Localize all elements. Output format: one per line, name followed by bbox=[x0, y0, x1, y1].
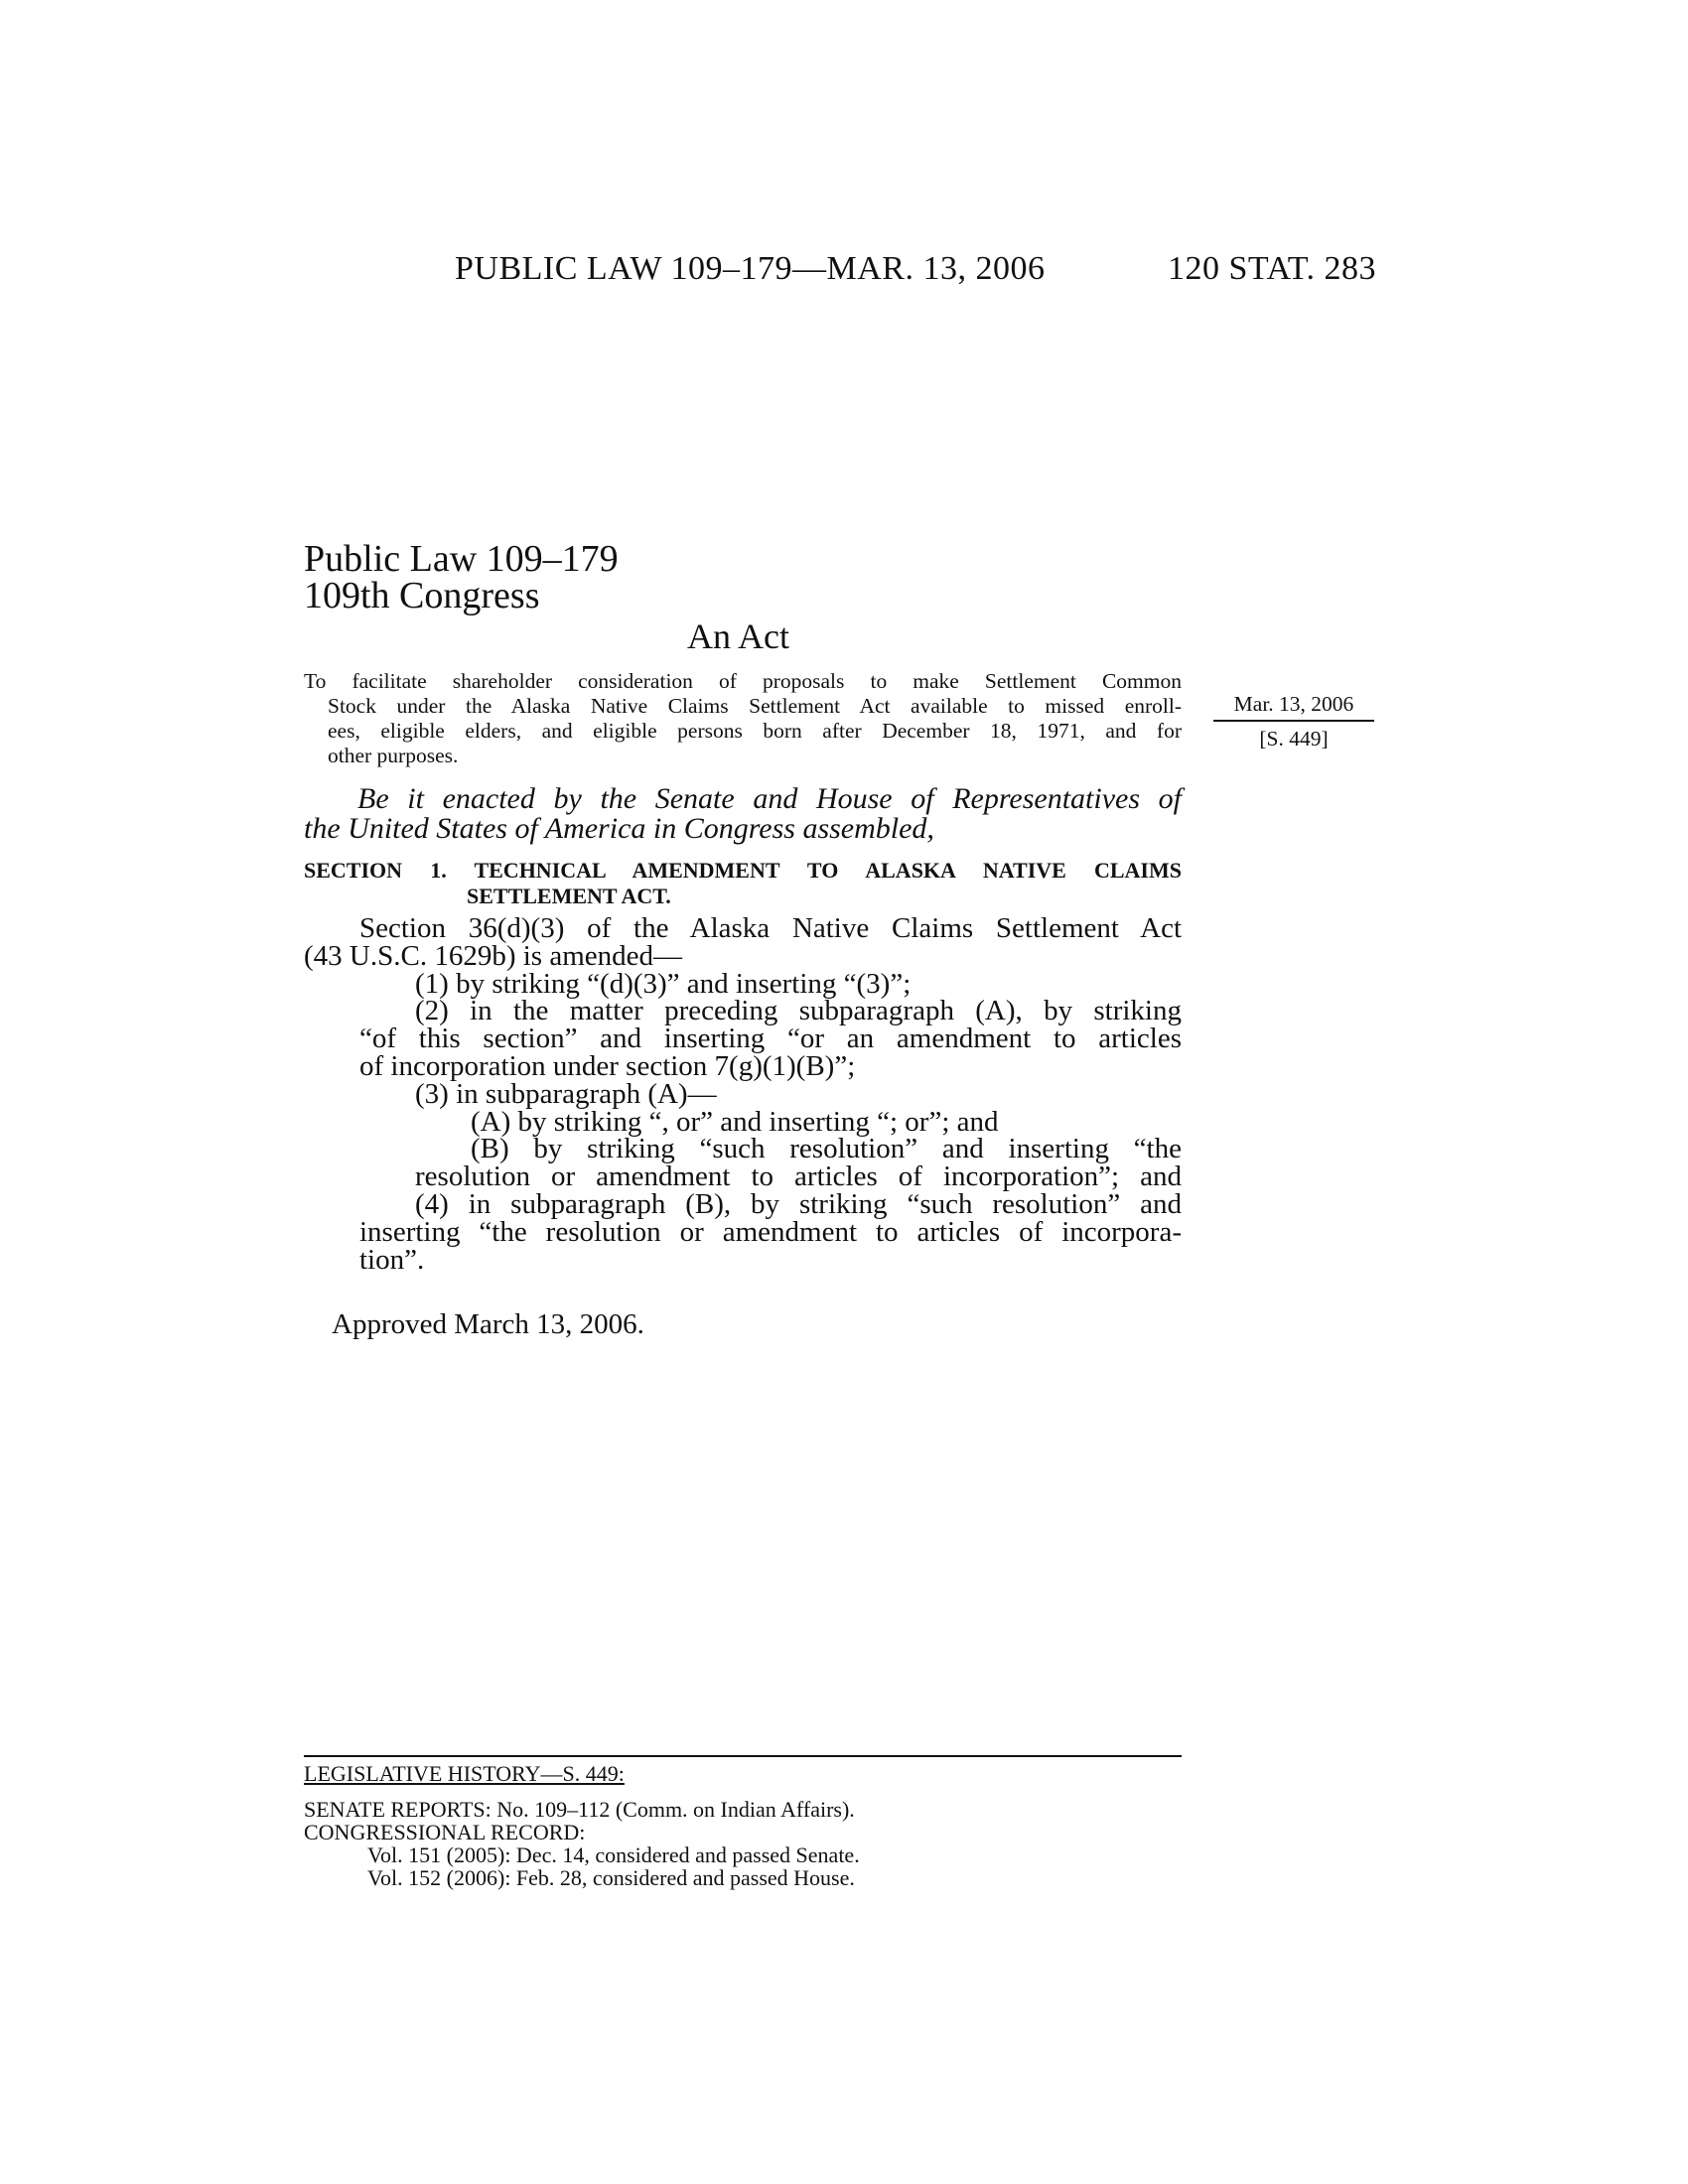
public-law-number: Public Law 109–179 bbox=[304, 538, 619, 580]
approval-date: Approved March 13, 2006. bbox=[332, 1308, 644, 1340]
section-text-line: (4) in subparagraph (B), by striking “such resolution” and bbox=[415, 1187, 1182, 1220]
section-text-line: inserting “the resolution or amendment to articles of incorpora- bbox=[359, 1215, 1182, 1248]
margin-note-bill-number: [S. 449] bbox=[1259, 727, 1329, 751]
purpose-line: Stock under the Alaska Native Claims Settlement Act available to missed enroll- bbox=[328, 694, 1182, 718]
enacting-clause-line: the United States of America in Congress assembled, bbox=[304, 812, 934, 845]
running-header-title: PUBLIC LAW 109–179—MAR. 13, 2006 bbox=[455, 250, 1046, 287]
act-title: An Act bbox=[687, 616, 789, 656]
enacting-clause bbox=[304, 784, 1182, 844]
section-text-line: (3) in subparagraph (A)— bbox=[415, 1077, 717, 1110]
section-text-line: resolution or amendment to articles of incorporation”; and bbox=[415, 1160, 1182, 1193]
section-text-line: tion”. bbox=[359, 1243, 425, 1276]
congress-label: 109th Congress bbox=[304, 575, 540, 616]
legislative-history-title: LEGISLATIVE HISTORY—S. 449: bbox=[304, 1761, 625, 1786]
section-heading-line: SECTION 1. TECHNICAL AMENDMENT TO ALASKA NATIVE CLAIMS bbox=[304, 858, 1182, 883]
section-text-line: Section 36(d)(3) of the Alaska Native Claims Settlement Act bbox=[359, 912, 1182, 944]
section-text-line: (B) by striking “such resolution” and inserting “the bbox=[471, 1133, 1182, 1165]
margin-note-divider bbox=[1213, 720, 1374, 722]
congressional-record-entry: Vol. 152 (2006): Feb. 28, considered and passed House. bbox=[367, 1865, 855, 1890]
section-text-line: (43 U.S.C. 1629b) is amended— bbox=[304, 939, 682, 972]
section-text-line: of incorporation under section 7(g)(1)(B)”; bbox=[359, 1049, 856, 1082]
senate-reports: SENATE REPORTS: No. 109–112 (Comm. on Indian Affairs). bbox=[304, 1797, 855, 1822]
purpose-line: To facilitate shareholder consideration of proposals to make Settlement Common bbox=[304, 669, 1182, 693]
congressional-record-entry: Vol. 151 (2005): Dec. 14, considered and passed Senate. bbox=[367, 1843, 860, 1867]
section-heading-line: SETTLEMENT ACT. bbox=[467, 884, 671, 908]
margin-note-date: Mar. 13, 2006 bbox=[1233, 692, 1354, 716]
section-heading bbox=[304, 858, 1182, 909]
footnote-divider bbox=[304, 1755, 1182, 1757]
section-text-line: (A) by striking “, or” and inserting “; or”; and bbox=[471, 1105, 999, 1138]
section-body bbox=[304, 912, 1182, 1276]
statutes-page-number: 120 STAT. 283 bbox=[1168, 250, 1376, 287]
section-text-line: (2) in the matter preceding subparagraph (A), by striking bbox=[415, 995, 1182, 1027]
purpose-paragraph bbox=[304, 669, 1182, 768]
purpose-line: ees, eligible elders, and eligible persons born after December 18, 1971, and for bbox=[328, 719, 1182, 743]
purpose-line: other purposes. bbox=[328, 744, 459, 767]
section-text-line: “of this section” and inserting “or an amendment to articles bbox=[359, 1023, 1182, 1055]
section-text-line: (1) by striking “(d)(3)” and inserting “(3)”; bbox=[415, 967, 912, 1000]
congressional-record-label: CONGRESSIONAL RECORD: bbox=[304, 1820, 586, 1844]
enacting-clause-line: Be it enacted by the Senate and House of Representatives of bbox=[357, 782, 1182, 815]
